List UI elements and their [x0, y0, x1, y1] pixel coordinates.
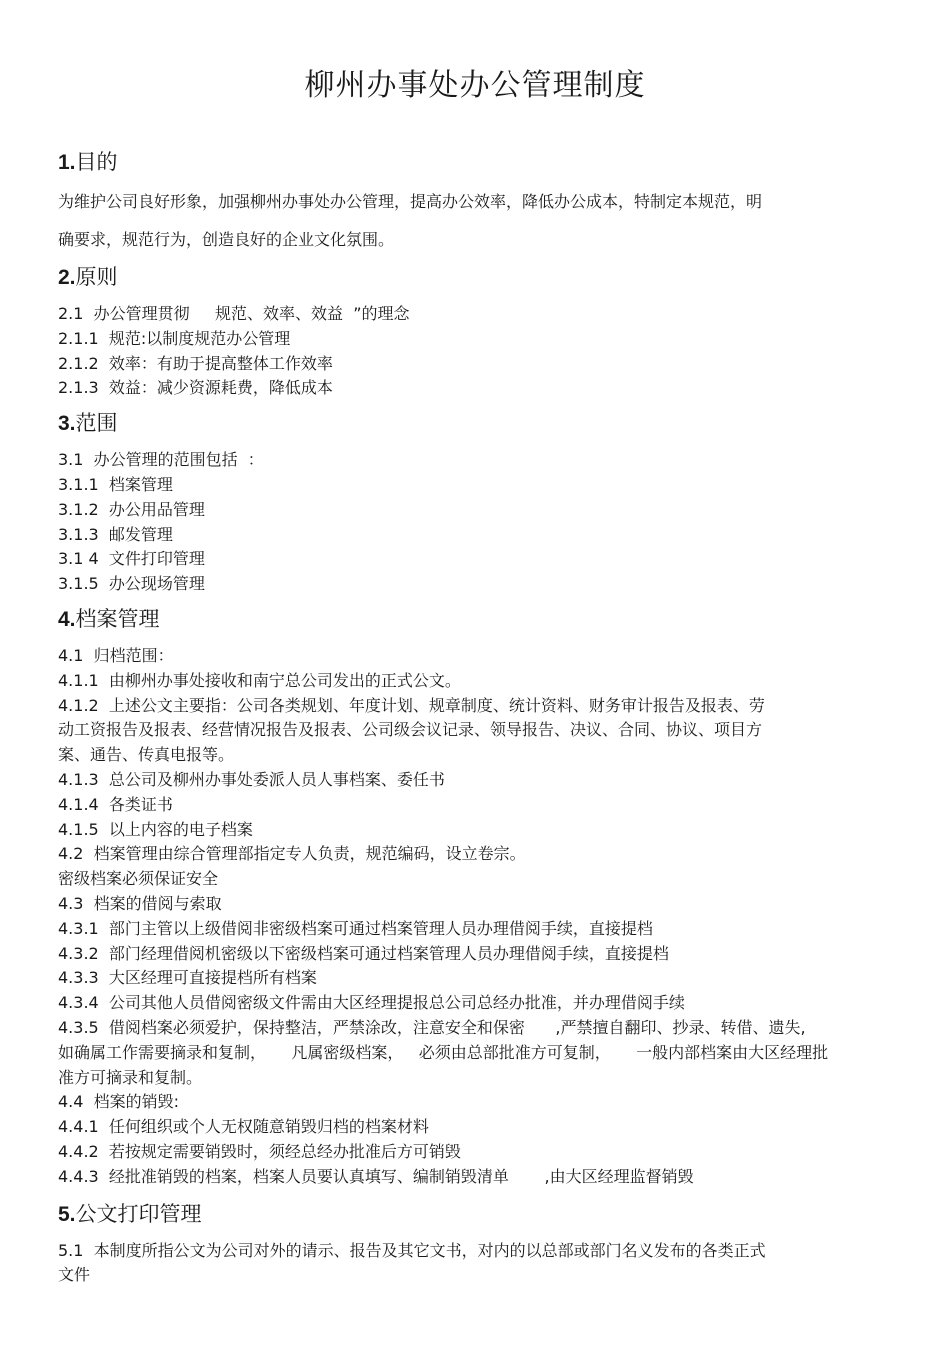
paragraph-line: 动工资报告及报表、经营情况报告及报表、公司级会议记录、领导报告、决议、合同、协议、项目方: [58, 720, 763, 740]
section-body: [58, 1239, 892, 1289]
section-scope: [58, 409, 892, 597]
section-title: 范围: [75, 411, 118, 436]
paragraph-line: 3.1 4 文件打印管理: [58, 549, 205, 569]
paragraph-line: 4.3.2 部门经理借阅机密级以下密级档案可通过档案管理人员办理借阅手续，直接提档: [58, 943, 669, 963]
paragraph-line: 4.3.4 公司其他人员借阅密级文件需由大区经理提报总公司总经办批准，并办理借阅手续: [58, 993, 685, 1013]
paragraph-line: 如确属工作需要摘录和复制， 凡属密级档案， 必须由总部批准方可复制， 一般内部档案由大区经理批: [58, 1042, 829, 1062]
paragraph-line: 4.3.5 借阅档案必须爱护，保持整洁，严禁涂改，注意安全和保密 ,严禁擅自翻印、抄录、转借、遗失,: [58, 1017, 806, 1037]
paragraph-line: 4.4.2 若按规定需要销毁时，须经总经办批准后方可销毁: [58, 1141, 461, 1161]
paragraph-line: 为维护公司良好形象，加强柳州办事处办公管理，提高办公效率，降低办公成本，特制定本规范，明: [58, 192, 763, 211]
paragraph-line: 4.1.4 各类证书: [58, 794, 173, 814]
section-purpose: [58, 148, 892, 253]
section-title: 档案管理: [75, 606, 160, 631]
section-body: [58, 189, 892, 253]
paragraph-line: 案、通告、传真电报等。: [58, 745, 235, 765]
paragraph-line: 准方可摘录和复制。: [58, 1067, 203, 1087]
section-document-printing: [58, 1200, 892, 1289]
paragraph-line: 4.4 档案的销毁:: [58, 1092, 180, 1112]
section-title: 原则: [75, 265, 118, 289]
section-heading: [58, 605, 892, 634]
paragraph-line: 4.1.2 上述公文主要指：公司各类规划、年度计划、规章制度、统计资料、财务审计报告及报表、劳: [58, 695, 765, 715]
paragraph-line: 4.1.5 以上内容的电子档案: [58, 819, 253, 839]
paragraph-line: 2.1.2 效率：有助于提高整体工作效率: [58, 353, 333, 373]
paragraph-line: 3.1.5 办公现场管理: [58, 574, 205, 594]
section-number: 2.: [58, 266, 76, 289]
paragraph-line: 4.4.1 任何组织或个人无权随意销毁归档的档案材料: [58, 1117, 429, 1137]
section-body: [58, 448, 892, 597]
document-title: 柳州办事处办公管理制度: [304, 68, 646, 103]
section-number: 1.: [58, 151, 76, 174]
paragraph-line: 4.1.3 总公司及柳州办事处委派人员人事档案、委任书: [58, 769, 445, 789]
paragraph-line: 2.1.3 效益：减少资源耗费，降低成本: [58, 378, 333, 398]
section-title: 目的: [75, 150, 118, 174]
paragraph-line: 文件: [58, 1265, 91, 1285]
paragraph-line: 3.1 办公管理的范围包括 ：: [58, 450, 264, 470]
section-heading: [58, 1200, 892, 1229]
section-number: 4.: [58, 607, 76, 631]
paragraph-line: 3.1.3 邮发管理: [58, 524, 173, 544]
paragraph-line: 4.1 归档范围：: [58, 645, 174, 665]
section-heading: [58, 263, 892, 292]
section-body: [58, 302, 892, 401]
paragraph-line: 4.3 档案的借阅与索取: [58, 893, 222, 913]
section-title: 公文打印管理: [75, 1201, 202, 1226]
paragraph-line: 4.3.1 部门主管以上级借阅非密级档案可通过档案管理人员办理借阅手续，直接提档: [58, 918, 653, 938]
paragraph-line: 密级档案必须保证安全: [58, 869, 219, 889]
section-heading: [58, 148, 892, 177]
section-number: 3.: [58, 412, 76, 436]
section-body: [58, 644, 892, 1190]
paragraph-line: 确要求，规范行为，创造良好的企业文化氛围。: [58, 230, 395, 249]
paragraph-line: 3.1.1 档案管理: [58, 474, 173, 494]
paragraph-line: 5.1 本制度所指公文为公司对外的请示、报告及其它文书，对内的以总部或部门名义发布的各类正式: [58, 1240, 766, 1260]
section-archive-management: [58, 605, 892, 1190]
paragraph-line: 4.4.3 经批准销毁的档案，档案人员要认真填写、编制销毁清单 ,由大区经理监督销毁: [58, 1166, 694, 1186]
paragraph-line: 3.1.2 办公用品管理: [58, 499, 205, 519]
section-number: 5.: [58, 1202, 76, 1226]
paragraph-line: 4.3.3 大区经理可直接提档所有档案: [58, 968, 317, 988]
section-heading: [58, 409, 892, 438]
paragraph-line: 4.1.1 由柳州办事处接收和南宁总公司发出的正式公文。: [58, 670, 461, 690]
paragraph-line: 2.1.1 规范:以制度规范办公管理: [58, 328, 291, 348]
paragraph-line: 4.2 档案管理由综合管理部指定专人负责，规范编码，设立卷宗。: [58, 844, 526, 864]
section-principles: [58, 263, 892, 401]
paragraph-line: 2.1 办公管理贯彻 规范、效率、效益 ”的理念: [58, 304, 410, 323]
